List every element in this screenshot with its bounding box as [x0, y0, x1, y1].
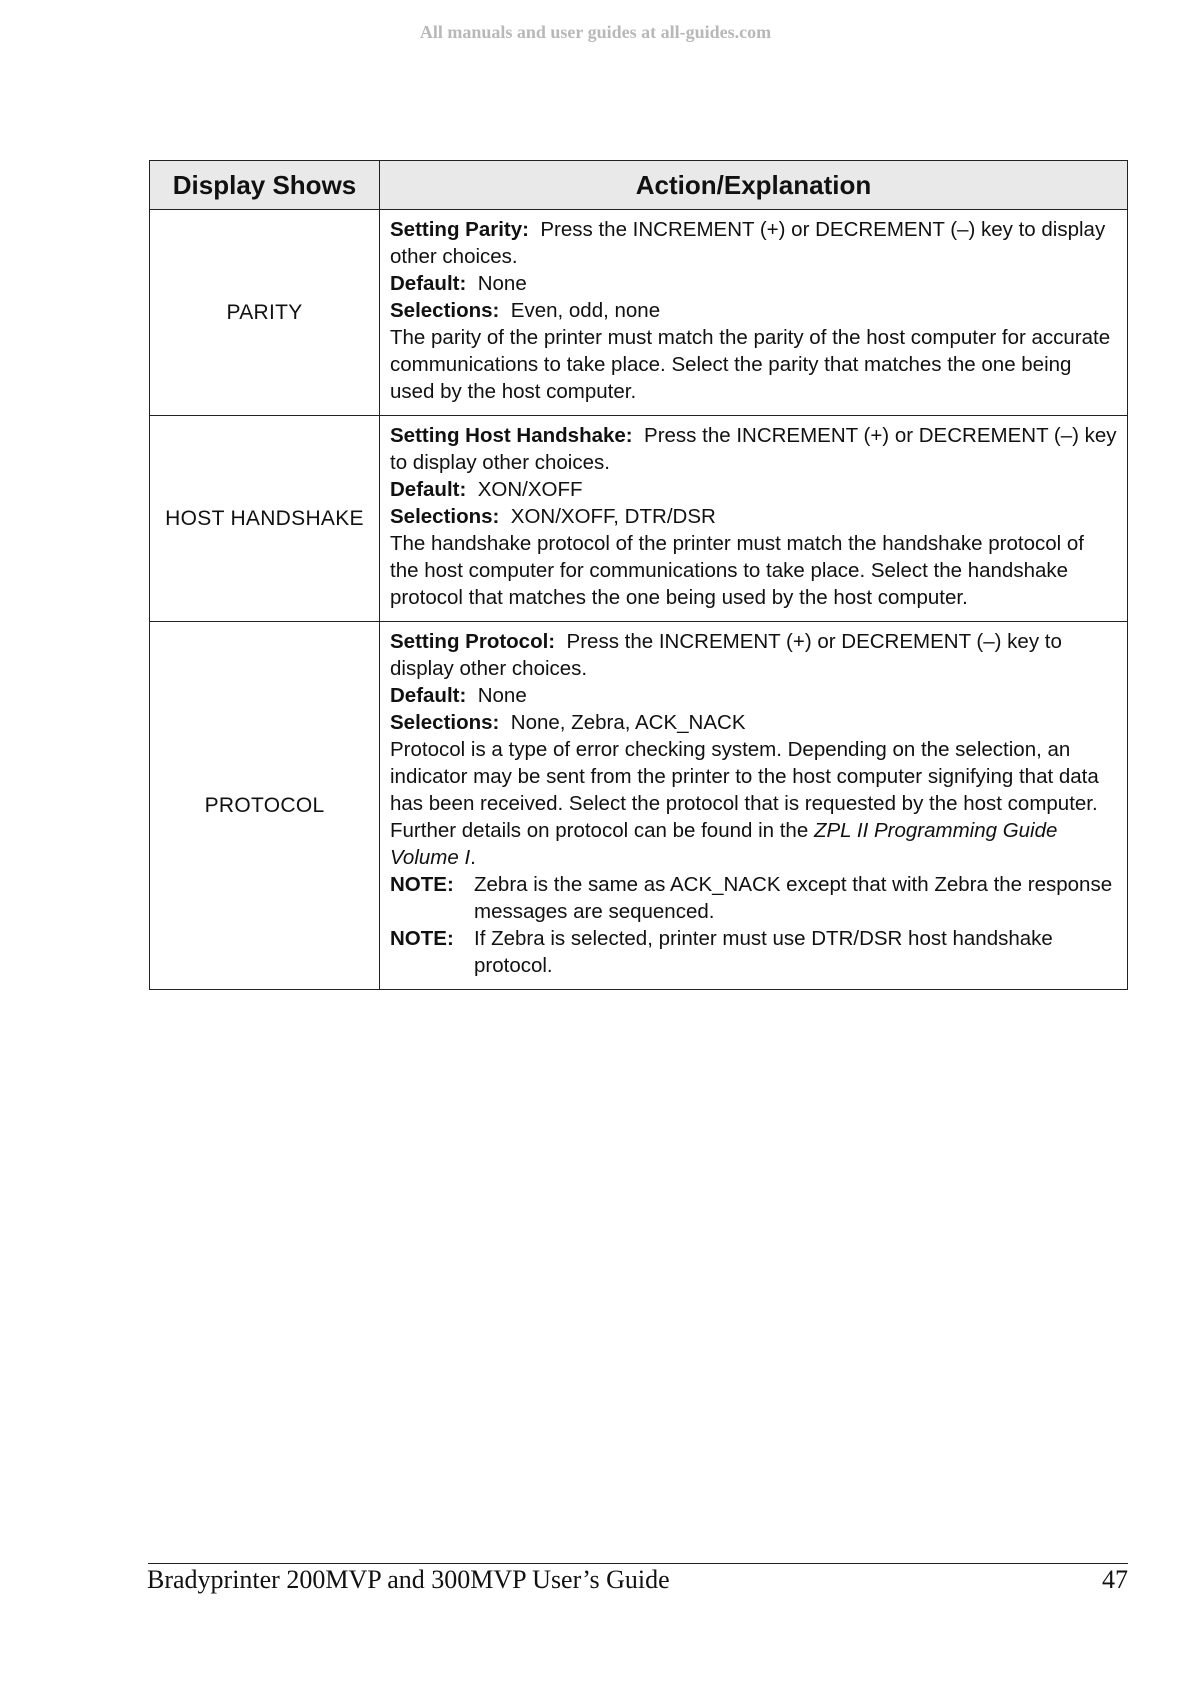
setting-line: [390, 628, 1117, 682]
default-label: Default:: [390, 272, 467, 295]
action-parity: [380, 210, 1128, 416]
display-host-handshake: HOST HANDSHAKE: [150, 416, 380, 622]
note-label: NOTE:: [390, 927, 454, 950]
note-text: If Zebra is selected, printer must use DTR/DSR host handshake protocol.: [474, 927, 1053, 977]
default-value: None: [477, 272, 527, 295]
setting-line: [390, 422, 1117, 476]
note-text: Zebra is the same as ACK_NACK except that with Zebra the response messages are sequenced.: [474, 873, 1113, 923]
table-row-protocol: [150, 622, 1128, 990]
table-row-host-handshake: [150, 416, 1128, 622]
footer-title: Bradyprinter 200MVP and 300MVP User’s Guide: [147, 1565, 670, 1594]
selections-line: [390, 503, 1117, 530]
settings-table: [149, 160, 1128, 990]
selections-line: [390, 709, 1117, 736]
setting-text: Press the INCREMENT (+) or DECREMENT (–) key to display other choices.: [390, 218, 1106, 268]
setting-text: Press the INCREMENT (+) or DECREMENT (–) key to display other choices.: [390, 424, 1117, 474]
note-label: NOTE:: [390, 873, 454, 896]
setting-label: Setting Host Handshake:: [390, 424, 633, 447]
description: [390, 736, 1117, 871]
selections-label: Selections:: [390, 505, 500, 528]
setting-label: Setting Protocol:: [390, 630, 556, 653]
setting-text: Press the INCREMENT (+) or DECREMENT (–) key to display other choices.: [390, 630, 1062, 680]
page-number: 47: [1102, 1565, 1128, 1594]
description: The parity of the printer must match the parity of the host computer for accurate communications to take place. Select the parity that matches the one being used by the host computer.: [390, 326, 1111, 403]
selections-value: XON/XOFF, DTR/DSR: [510, 505, 716, 528]
setting-line: [390, 216, 1117, 270]
table-header-row: [150, 161, 1128, 210]
default-line: [390, 476, 1117, 503]
selections-line: [390, 297, 1117, 324]
footer-rule: [148, 1563, 1128, 1564]
default-line: [390, 682, 1117, 709]
display-protocol: PROTOCOL: [150, 622, 380, 990]
default-value: XON/XOFF: [477, 478, 583, 501]
header-display-shows: Display Shows: [150, 161, 380, 210]
description-text: Protocol is a type of error checking system. Depending on the selection, an indicator may be sent from the printer to the host computer signifying that data has been received. Select the protocol that is requested by the host computer. Further details on protocol can be found in the: [390, 738, 1099, 842]
default-label: Default:: [390, 478, 467, 501]
description-reference: ZPL II Programming Guide Volume I: [390, 819, 1058, 869]
action-host-handshake: [380, 416, 1128, 622]
action-protocol: [380, 622, 1128, 990]
default-label: Default:: [390, 684, 467, 707]
display-parity: PARITY: [150, 210, 380, 416]
default-line: [390, 270, 1117, 297]
note-2: [390, 925, 1117, 979]
default-value: None: [477, 684, 527, 707]
header-action-explanation: Action/Explanation: [380, 161, 1128, 210]
selections-label: Selections:: [390, 711, 500, 734]
description-end: .: [470, 846, 476, 869]
table-row-parity: [150, 210, 1128, 416]
setting-label: Setting Parity:: [390, 218, 529, 241]
note-1: [390, 871, 1117, 925]
watermark: All manuals and user guides at all-guides.com: [419, 22, 772, 42]
selections-value: None, Zebra, ACK_NACK: [510, 711, 746, 734]
selections-label: Selections:: [390, 299, 500, 322]
selections-value: Even, odd, none: [510, 299, 661, 322]
description: The handshake protocol of the printer must match the handshake protocol of the host computer for communications to take place. Select the handshake protocol that matches the one being used by the host computer.: [390, 532, 1084, 609]
